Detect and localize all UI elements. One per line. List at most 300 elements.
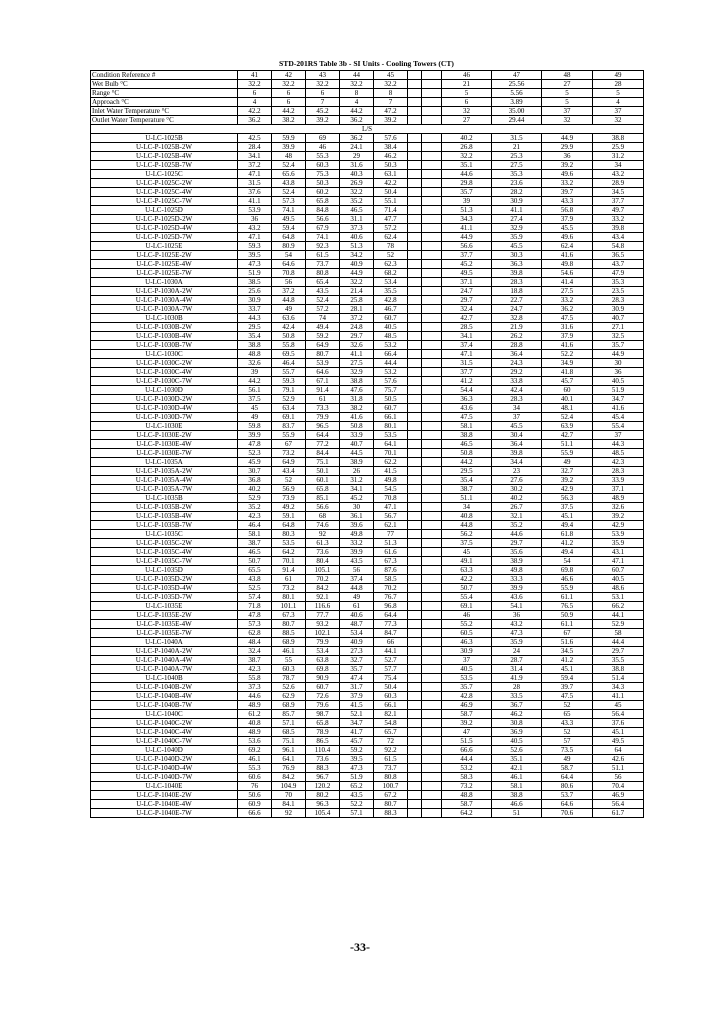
model-name: U-LC-P-1035C-7W <box>91 557 238 566</box>
header-value: 45 <box>374 71 408 80</box>
flow-value: 55.4 <box>593 422 644 431</box>
flow-value: 61 <box>272 575 306 584</box>
table-row <box>91 611 644 620</box>
flow-value: 46.7 <box>374 305 408 314</box>
flow-value: 57.3 <box>272 197 306 206</box>
flow-value: 40.2 <box>238 485 272 494</box>
flow-value: 51.3 <box>340 242 374 251</box>
flow-value: 29.5 <box>238 323 272 332</box>
table-row <box>91 296 644 305</box>
header-value: 6 <box>442 98 492 107</box>
flow-value: 46.2 <box>492 710 542 719</box>
header-value: 36.2 <box>238 116 272 125</box>
flow-value: 41.1 <box>442 224 492 233</box>
header-value: 6 <box>272 98 306 107</box>
flow-value: 91.4 <box>272 566 306 575</box>
flow-value: 41.8 <box>542 368 593 377</box>
header-value: 7 <box>374 98 408 107</box>
flow-value: 39 <box>238 368 272 377</box>
header-value: 27 <box>542 80 593 89</box>
flow-value: 66 <box>374 638 408 647</box>
spacer-cell <box>408 512 422 521</box>
flow-value: 27.1 <box>593 323 644 332</box>
flow-value: 61.8 <box>542 530 593 539</box>
flow-value: 37.7 <box>442 368 492 377</box>
flow-value: 36.7 <box>492 701 542 710</box>
flow-value: 51.1 <box>593 764 644 773</box>
flow-value: 37.6 <box>593 719 644 728</box>
spacer-cell <box>422 764 442 773</box>
flow-value: 59.1 <box>272 512 306 521</box>
flow-value: 101.1 <box>272 602 306 611</box>
table-row <box>91 656 644 665</box>
flow-value: 24.1 <box>340 143 374 152</box>
spacer-cell <box>422 143 442 152</box>
flow-value: 63.4 <box>272 404 306 413</box>
flow-value: 55.8 <box>238 674 272 683</box>
flow-value: 28.1 <box>340 305 374 314</box>
flow-value: 37.3 <box>238 683 272 692</box>
flow-value: 42.6 <box>593 755 644 764</box>
flow-value: 120.2 <box>306 782 340 791</box>
model-name: U-LC-P-1030A-4W <box>91 296 238 305</box>
spacer-cell <box>408 629 422 638</box>
flow-value: 49.7 <box>593 206 644 215</box>
flow-value: 52.3 <box>238 449 272 458</box>
flow-value: 45 <box>442 548 492 557</box>
flow-value: 38.8 <box>442 431 492 440</box>
flow-value: 66.1 <box>374 413 408 422</box>
flow-value: 66.2 <box>593 602 644 611</box>
flow-value: 46.3 <box>442 638 492 647</box>
flow-value: 29.7 <box>492 539 542 548</box>
table-row <box>91 476 644 485</box>
flow-value: 51.5 <box>442 737 492 746</box>
flow-value: 44.3 <box>593 440 644 449</box>
flow-value: 42.3 <box>238 512 272 521</box>
header-value: 44.2 <box>340 107 374 116</box>
spacer-cell <box>422 638 442 647</box>
flow-value: 55.9 <box>542 449 593 458</box>
spacer-cell <box>408 485 422 494</box>
flow-value: 22.7 <box>492 296 542 305</box>
spacer-cell <box>408 404 422 413</box>
flow-value: 80.2 <box>306 791 340 800</box>
flow-value: 56.4 <box>593 800 644 809</box>
header-value: 46 <box>442 71 492 80</box>
flow-value: 28.7 <box>492 656 542 665</box>
flow-value: 66.4 <box>374 350 408 359</box>
spacer-cell <box>422 593 442 602</box>
flow-value: 54.8 <box>374 719 408 728</box>
flow-value: 49.5 <box>272 215 306 224</box>
flow-value: 37 <box>593 431 644 440</box>
spacer-cell <box>408 314 422 323</box>
flow-value: 45.1 <box>542 665 593 674</box>
flow-value: 50.3 <box>374 161 408 170</box>
flow-value: 55.7 <box>272 368 306 377</box>
table-row <box>91 359 644 368</box>
flow-value: 32.6 <box>340 341 374 350</box>
spacer-cell <box>422 350 442 359</box>
flow-value: 41.1 <box>238 197 272 206</box>
header-value: 6 <box>272 89 306 98</box>
flow-value: 34.7 <box>340 719 374 728</box>
flow-value: 64.1 <box>374 440 408 449</box>
header-value: 44 <box>340 71 374 80</box>
flow-value: 39.2 <box>542 161 593 170</box>
flow-value: 28.3 <box>593 467 644 476</box>
spacer-cell <box>408 305 422 314</box>
model-name: U-LC-P-1030D-4W <box>91 404 238 413</box>
flow-value: 60 <box>542 386 593 395</box>
spacer-cell <box>408 161 422 170</box>
table-row <box>91 485 644 494</box>
flow-value: 26.9 <box>340 179 374 188</box>
header-row <box>91 71 644 80</box>
flow-value: 33.5 <box>492 692 542 701</box>
flow-value: 21.9 <box>492 323 542 332</box>
spacer-cell <box>408 350 422 359</box>
flow-value: 60.9 <box>238 800 272 809</box>
flow-value: 26.7 <box>492 503 542 512</box>
table-row <box>91 629 644 638</box>
flow-value: 18.8 <box>492 287 542 296</box>
spacer-cell <box>408 467 422 476</box>
spacer-cell <box>422 134 442 143</box>
flow-value: 27.5 <box>340 359 374 368</box>
flow-value: 61.1 <box>542 593 593 602</box>
flow-value: 48.5 <box>374 332 408 341</box>
flow-value: 52.4 <box>542 413 593 422</box>
header-label: Condition Reference # <box>91 71 238 80</box>
spacer-cell <box>422 647 442 656</box>
table-row <box>91 224 644 233</box>
spacer-cell <box>408 539 422 548</box>
spacer-cell <box>408 719 422 728</box>
flow-value: 39.6 <box>340 521 374 530</box>
header-value: 45.2 <box>306 107 340 116</box>
flow-value: 52.4 <box>272 161 306 170</box>
units-label: L/S <box>91 125 644 134</box>
table-row <box>91 323 644 332</box>
flow-value: 44.1 <box>374 647 408 656</box>
flow-value: 50.6 <box>238 791 272 800</box>
spacer-cell <box>422 746 442 755</box>
model-name: U-LC-1040D <box>91 746 238 755</box>
flow-value: 36.1 <box>340 512 374 521</box>
model-name: U-LC-P-1025E-2W <box>91 251 238 260</box>
spacer-cell <box>422 611 442 620</box>
header-value: 41 <box>238 71 272 80</box>
flow-value: 40.6 <box>340 611 374 620</box>
flow-value: 77 <box>374 530 408 539</box>
header-label: Range °C <box>91 89 238 98</box>
flow-value: 35.2 <box>238 503 272 512</box>
header-value: 5 <box>542 89 593 98</box>
header-value <box>422 80 442 89</box>
flow-value: 51.4 <box>593 674 644 683</box>
table-row <box>91 260 644 269</box>
model-name: U-LC-1040A <box>91 638 238 647</box>
spacer-cell <box>408 224 422 233</box>
table-row <box>91 755 644 764</box>
model-name: U-LC-P-1025C-4W <box>91 188 238 197</box>
flow-value: 96.8 <box>374 602 408 611</box>
header-value: 47.2 <box>374 107 408 116</box>
model-name: U-LC-1030E <box>91 422 238 431</box>
table-row <box>91 548 644 557</box>
spacer-cell <box>422 440 442 449</box>
flow-value: 105.4 <box>306 809 340 818</box>
flow-value: 41.2 <box>542 539 593 548</box>
flow-value: 41.6 <box>542 341 593 350</box>
flow-value: 49.8 <box>542 260 593 269</box>
flow-value: 38.8 <box>238 341 272 350</box>
flow-value: 31.8 <box>340 395 374 404</box>
header-value <box>408 80 422 89</box>
header-value: 39.2 <box>306 116 340 125</box>
flow-value: 49.8 <box>340 530 374 539</box>
flow-value: 45.1 <box>593 728 644 737</box>
spacer-cell <box>408 332 422 341</box>
flow-value: 65.6 <box>272 170 306 179</box>
flow-value: 55.8 <box>272 341 306 350</box>
flow-value: 52 <box>272 476 306 485</box>
flow-value: 39.2 <box>593 512 644 521</box>
flow-value: 37.6 <box>238 188 272 197</box>
table-row <box>91 341 644 350</box>
spacer-cell <box>408 296 422 305</box>
table-row <box>91 458 644 467</box>
model-name: U-LC-P-1035A-2W <box>91 467 238 476</box>
table-row <box>91 557 644 566</box>
flow-value: 51.9 <box>238 269 272 278</box>
spacer-cell <box>408 188 422 197</box>
table-row <box>91 647 644 656</box>
header-value: 37 <box>542 107 593 116</box>
model-name: U-LC-P-1025E-4W <box>91 260 238 269</box>
flow-value: 47 <box>442 728 492 737</box>
flow-value: 53.6 <box>238 737 272 746</box>
flow-value: 60.7 <box>374 404 408 413</box>
flow-value: 45.5 <box>542 224 593 233</box>
model-name: U-LC-P-1040B-4W <box>91 692 238 701</box>
flow-value: 36.2 <box>542 305 593 314</box>
spacer-cell <box>422 296 442 305</box>
spacer-cell <box>408 809 422 818</box>
table-row <box>91 602 644 611</box>
flow-value: 47.5 <box>442 413 492 422</box>
flow-value: 41.9 <box>492 674 542 683</box>
flow-value: 34.1 <box>442 332 492 341</box>
flow-value: 57.7 <box>374 665 408 674</box>
header-value: 37 <box>593 107 644 116</box>
flow-value: 37 <box>492 413 542 422</box>
header-value: 44.2 <box>272 107 306 116</box>
flow-value: 25.9 <box>593 143 644 152</box>
flow-value: 49.2 <box>272 503 306 512</box>
model-name: U-LC-P-1030B-7W <box>91 341 238 350</box>
spacer-cell <box>408 422 422 431</box>
spacer-cell <box>422 206 442 215</box>
flow-value: 49 <box>272 305 306 314</box>
flow-value: 49 <box>542 755 593 764</box>
model-name: U-LC-P-1030A-2W <box>91 287 238 296</box>
flow-value: 47.9 <box>593 269 644 278</box>
table-row <box>91 530 644 539</box>
flow-value: 47.1 <box>238 233 272 242</box>
flow-value: 35.9 <box>492 638 542 647</box>
flow-value: 37.4 <box>442 341 492 350</box>
spacer-cell <box>422 377 442 386</box>
model-name: U-LC-P-1025D-4W <box>91 224 238 233</box>
model-name: U-LC-P-1040A-4W <box>91 656 238 665</box>
flow-value: 32.4 <box>442 305 492 314</box>
flow-value: 36.3 <box>492 260 542 269</box>
flow-value: 61.5 <box>374 755 408 764</box>
flow-value: 38.9 <box>492 557 542 566</box>
flow-value: 40.1 <box>542 395 593 404</box>
model-name: U-LC-1030C <box>91 350 238 359</box>
table-body <box>91 71 644 818</box>
spacer-cell <box>408 449 422 458</box>
flow-value: 45.5 <box>492 422 542 431</box>
flow-value: 45 <box>238 404 272 413</box>
model-name: U-LC-1025C <box>91 170 238 179</box>
flow-value: 43.8 <box>238 575 272 584</box>
flow-value: 93.2 <box>306 620 340 629</box>
flow-value: 41.2 <box>442 377 492 386</box>
flow-value: 46.4 <box>272 359 306 368</box>
flow-value: 80.7 <box>374 800 408 809</box>
spacer-cell <box>422 719 442 728</box>
flow-value: 43.3 <box>542 197 593 206</box>
flow-value: 32.6 <box>238 359 272 368</box>
flow-value: 38.2 <box>340 404 374 413</box>
header-row <box>91 98 644 107</box>
flow-value: 56.3 <box>542 494 593 503</box>
flow-value: 73.2 <box>272 449 306 458</box>
flow-value: 73.2 <box>442 782 492 791</box>
model-name: U-LC-P-1025B-7W <box>91 161 238 170</box>
flow-value: 52.9 <box>272 395 306 404</box>
flow-value: 62.4 <box>374 233 408 242</box>
table-row <box>91 764 644 773</box>
flow-value: 86.5 <box>306 737 340 746</box>
flow-value: 31.6 <box>340 161 374 170</box>
model-name: U-LC-P-1030C-4W <box>91 368 238 377</box>
spacer-cell <box>408 170 422 179</box>
flow-value: 78 <box>374 242 408 251</box>
flow-value: 54.6 <box>542 269 593 278</box>
flow-value: 49.6 <box>542 233 593 242</box>
flow-value: 64.6 <box>306 368 340 377</box>
spacer-cell <box>408 377 422 386</box>
flow-value: 43.3 <box>542 719 593 728</box>
spacer-cell <box>422 512 442 521</box>
table-row <box>91 188 644 197</box>
model-name: U-LC-1030B <box>91 314 238 323</box>
flow-value: 23.5 <box>593 287 644 296</box>
flow-value: 68.9 <box>272 701 306 710</box>
model-name: U-LC-P-1040B-2W <box>91 683 238 692</box>
flow-value: 61.2 <box>238 710 272 719</box>
spacer-cell <box>408 278 422 287</box>
flow-value: 80.6 <box>542 782 593 791</box>
flow-value: 45.7 <box>340 737 374 746</box>
flow-value: 45.5 <box>492 242 542 251</box>
flow-value: 46.9 <box>442 701 492 710</box>
spacer-cell <box>408 134 422 143</box>
table-row <box>91 206 644 215</box>
spacer-cell <box>408 260 422 269</box>
flow-value: 53.5 <box>442 674 492 683</box>
spacer-cell <box>422 314 442 323</box>
flow-value: 28.9 <box>593 179 644 188</box>
flow-value: 41.1 <box>340 350 374 359</box>
flow-value: 70 <box>272 791 306 800</box>
table-row <box>91 521 644 530</box>
flow-value: 30 <box>593 359 644 368</box>
header-value <box>422 89 442 98</box>
spacer-cell <box>408 503 422 512</box>
model-name: U-LC-1040B <box>91 674 238 683</box>
spacer-cell <box>408 611 422 620</box>
flow-value: 36 <box>542 152 593 161</box>
flow-value: 34 <box>593 161 644 170</box>
flow-value: 36.4 <box>492 350 542 359</box>
flow-value: 27.4 <box>492 215 542 224</box>
flow-value: 35.3 <box>492 170 542 179</box>
flow-value: 44.9 <box>542 134 593 143</box>
flow-value: 27.5 <box>492 161 542 170</box>
flow-value: 66.6 <box>442 746 492 755</box>
spacer-cell <box>422 422 442 431</box>
spacer-cell <box>408 476 422 485</box>
flow-value: 40.9 <box>340 260 374 269</box>
flow-value: 28.3 <box>593 296 644 305</box>
model-name: U-LC-1025E <box>91 242 238 251</box>
flow-value: 37.9 <box>542 332 593 341</box>
spacer-cell <box>422 269 442 278</box>
flow-value: 32.8 <box>492 314 542 323</box>
flow-value: 37.5 <box>442 539 492 548</box>
flow-value: 75.1 <box>306 458 340 467</box>
flow-value: 69.5 <box>272 350 306 359</box>
flow-value: 53.9 <box>593 530 644 539</box>
flow-value: 47.3 <box>238 260 272 269</box>
flow-value: 37.3 <box>340 224 374 233</box>
model-name: U-LC-P-1030B-2W <box>91 323 238 332</box>
flow-value: 58 <box>593 629 644 638</box>
flow-value: 25.8 <box>340 296 374 305</box>
header-value: 39.2 <box>374 116 408 125</box>
spacer-cell <box>422 539 442 548</box>
flow-value: 42.2 <box>374 179 408 188</box>
flow-value: 49 <box>340 593 374 602</box>
page-number: -33- <box>350 940 370 954</box>
flow-value: 35.7 <box>593 341 644 350</box>
flow-value: 63.9 <box>542 422 593 431</box>
flow-value: 38.9 <box>340 458 374 467</box>
header-label: Wet Bulb °C <box>91 80 238 89</box>
header-value: 32 <box>442 107 492 116</box>
flow-value: 68 <box>306 512 340 521</box>
model-name: U-LC-P-1040A-2W <box>91 647 238 656</box>
flow-value: 35.1 <box>492 755 542 764</box>
flow-value: 40.5 <box>593 575 644 584</box>
